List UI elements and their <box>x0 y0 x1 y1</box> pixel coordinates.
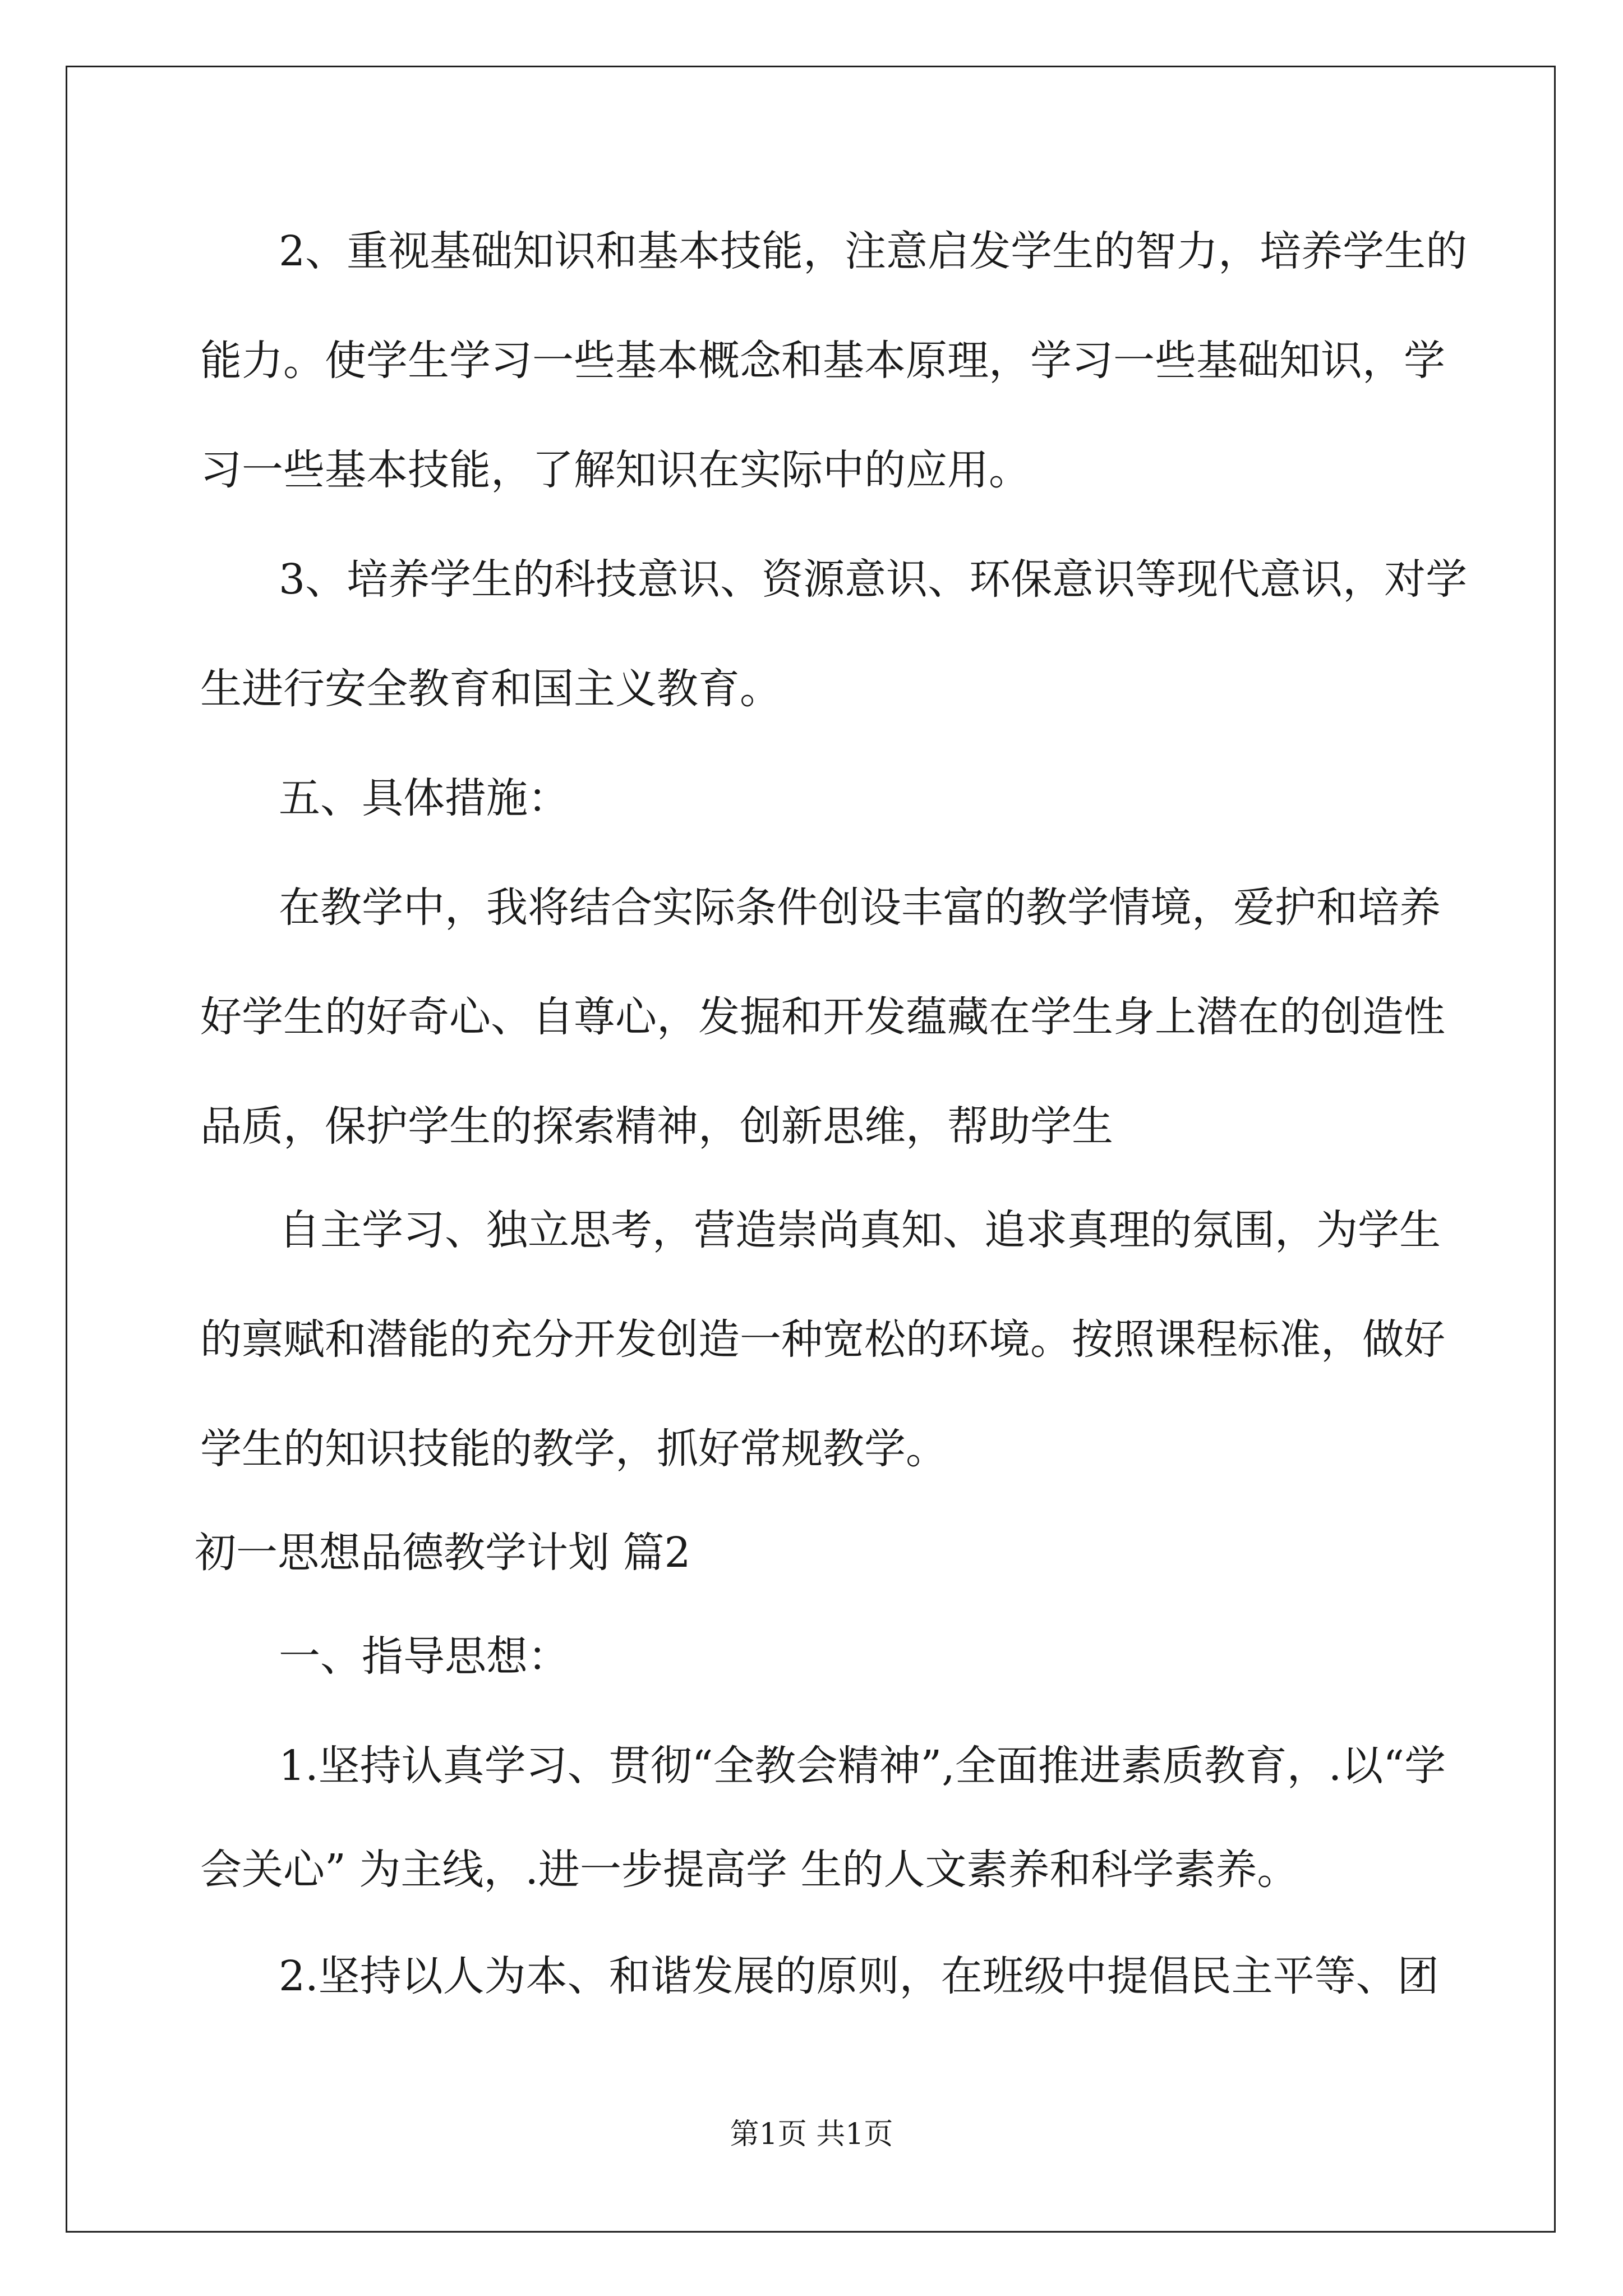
text-line: 自主学习、独立思考，营造崇尚真知、追求真理的氛围，为学生 <box>279 1206 1441 1254</box>
text-line: 在教学中，我将结合实际条件创设丰富的教学情境，爱护和培养 <box>279 884 1441 932</box>
text-line: 3、培养学生的科技意识、资源意识、环保意识等现代意识，对学 <box>279 555 1468 604</box>
text-line: 会关心” 为主线，.进一步提高学 生的人文素养和科学素养。 <box>200 1846 1299 1894</box>
section-heading: 五、具体措施： <box>279 774 569 822</box>
document-title: 初一思想品德教学计划 篇2 <box>195 1529 691 1577</box>
text-line: 学生的知识技能的教学，抓好常规教学。 <box>200 1425 947 1473</box>
text-line: 好学生的好奇心、自尊心，发掘和开发蕴藏在学生身上潜在的创造性 <box>200 993 1445 1041</box>
text-line: 1.坚持认真学习、贯彻“全教会精神”,全面推进素质教育，.以“学 <box>279 1742 1446 1790</box>
text-line: 2.坚持以人为本、和谐发展的原则，在班级中提倡民主平等、团 <box>279 1952 1439 2000</box>
section-heading: 一、指导思想： <box>279 1632 569 1681</box>
text-line: 生进行安全教育和国主义教育。 <box>200 665 781 713</box>
text-line: 品质，保护学生的探索精神，创新思维，帮助学生 <box>200 1102 1113 1151</box>
text-line: 习一些基本技能，了解知识在实际中的应用。 <box>200 446 1030 494</box>
page-footer: 第1页 共1页 <box>730 2118 893 2151</box>
text-line: 的禀赋和潜能的充分开发创造一种宽松的环境。按照课程标准，做好 <box>200 1315 1445 1364</box>
text-line: 2、重视基础知识和基本技能，注意启发学生的智力，培养学生的 <box>279 227 1468 275</box>
text-line: 能力。使学生学习一些基本概念和基本原理，学习一些基础知识，学 <box>200 337 1445 385</box>
